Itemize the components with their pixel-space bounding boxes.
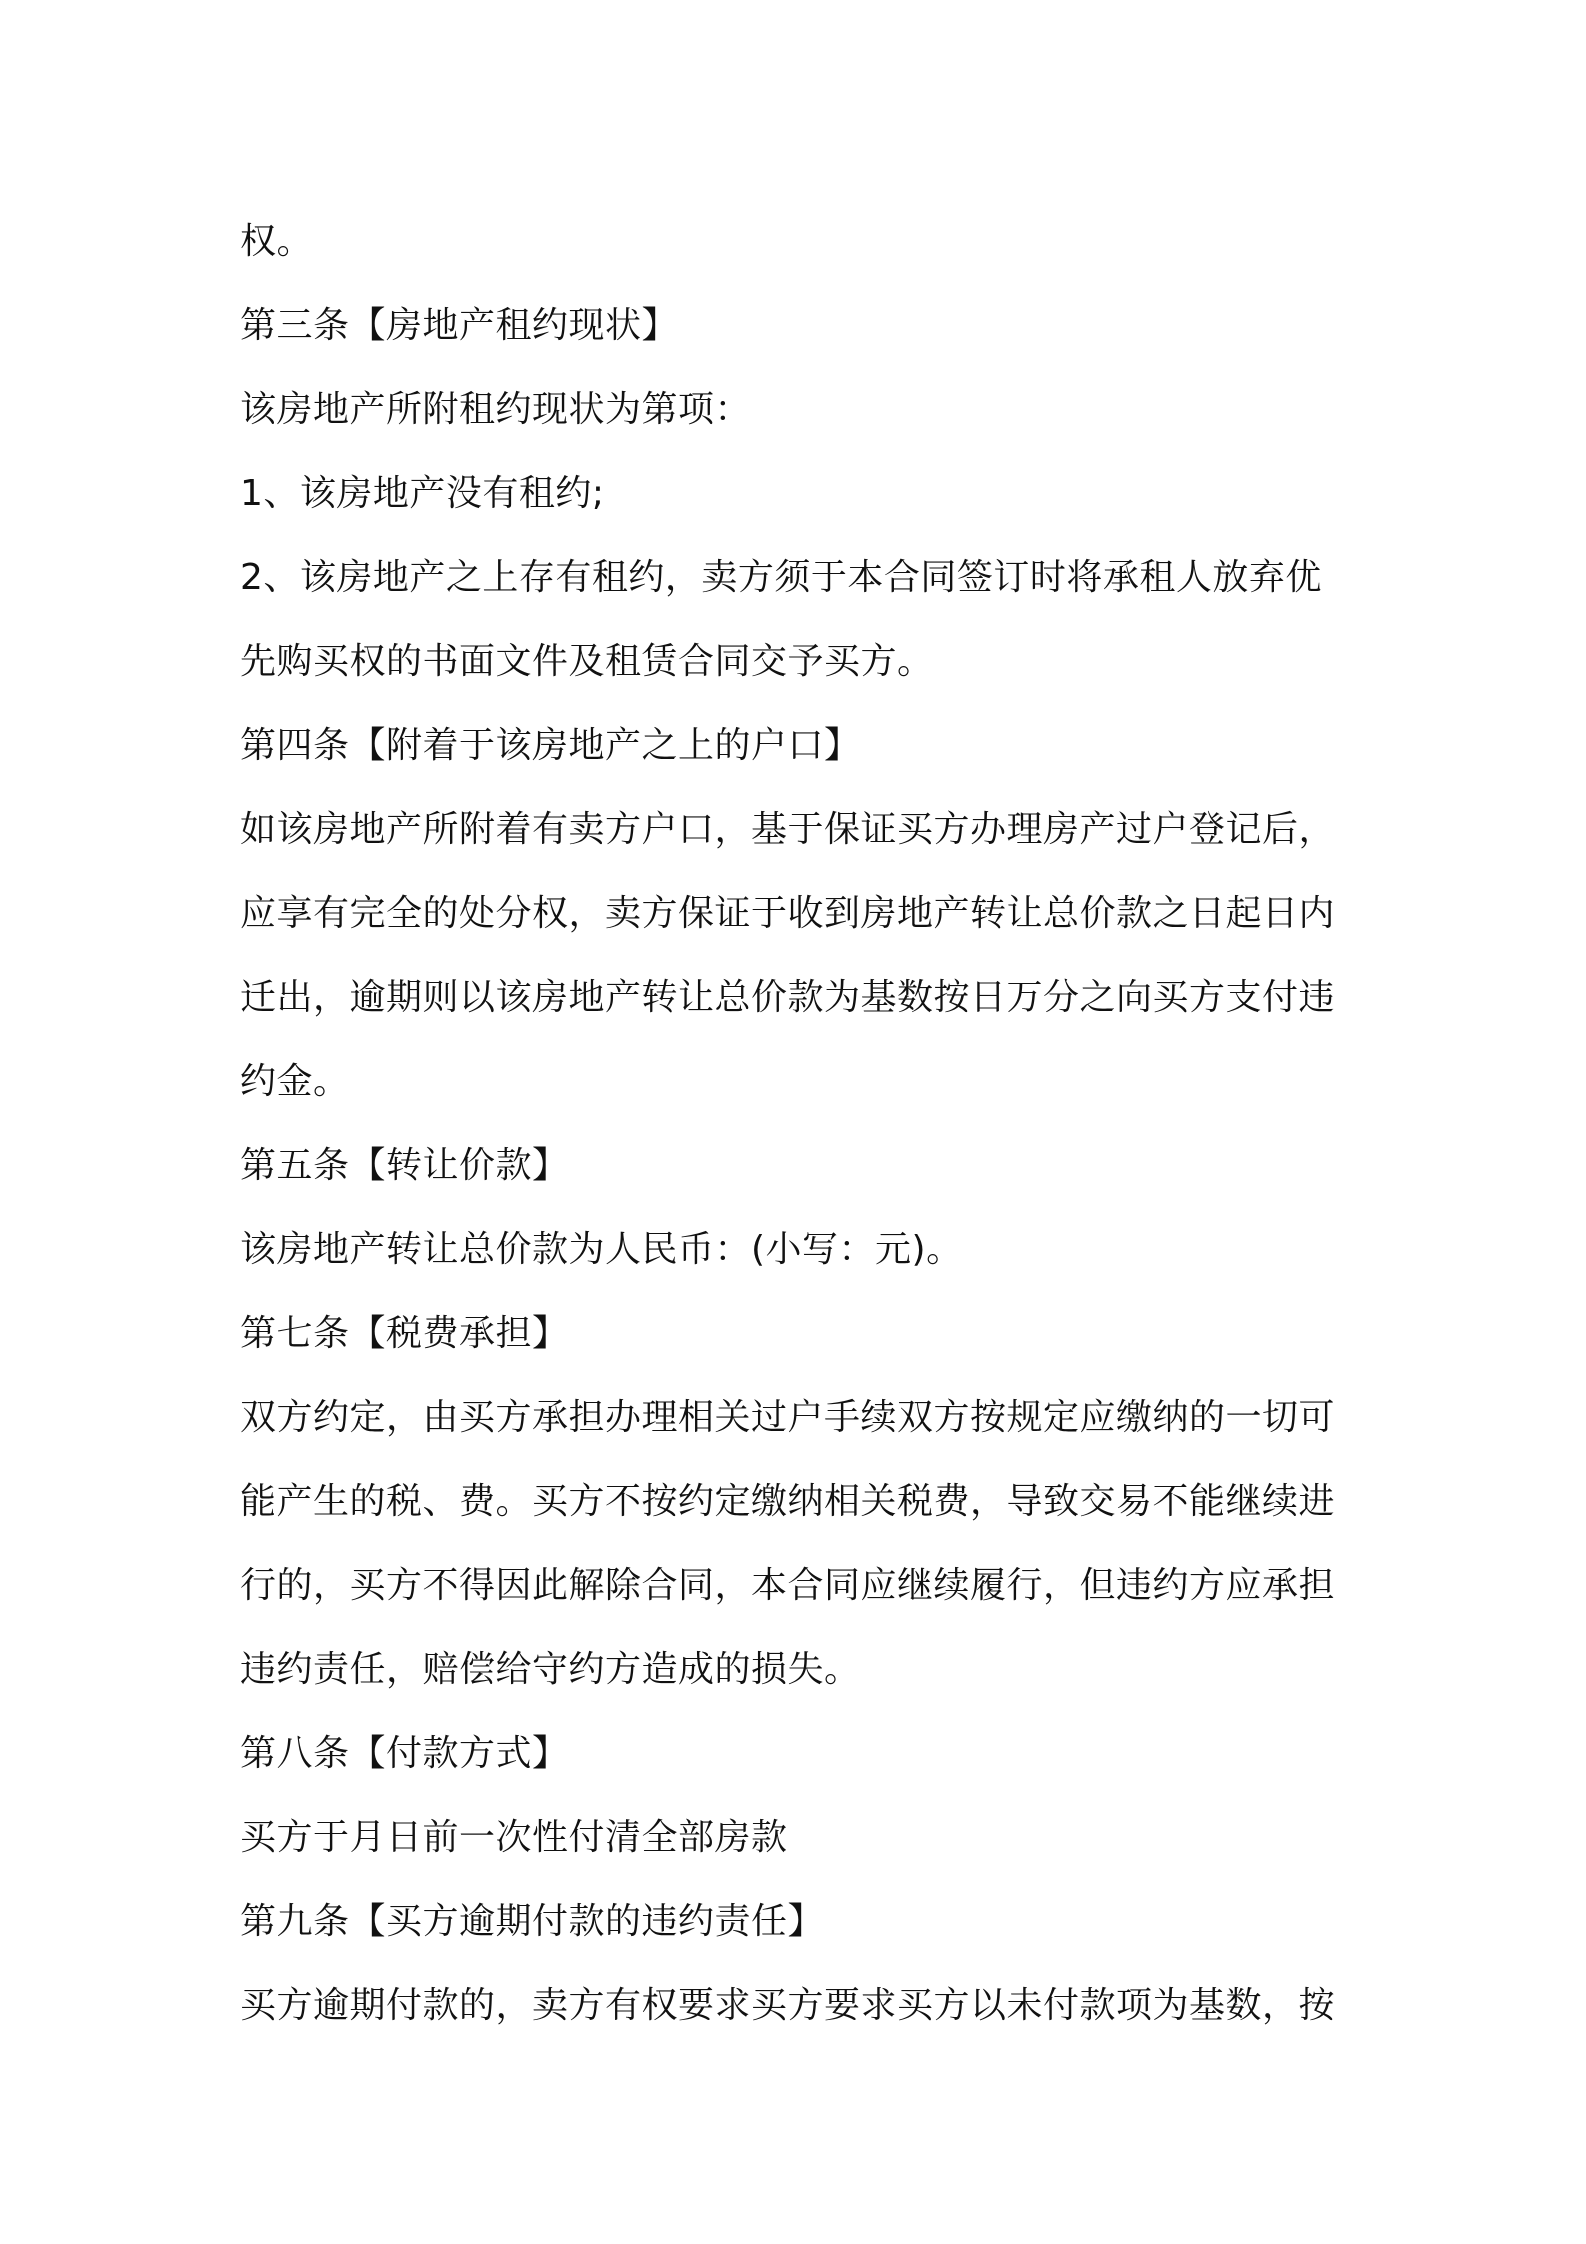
text-line: 先购买权的书面文件及租赁合同交予买方。: [240, 641, 934, 682]
text-line: 该房地产转让总价款为人民币：(小写：元)。: [240, 1229, 963, 1270]
text-line: 如该房地产所附着有卖方户口，基于保证买方办理房产过户登记后，: [240, 809, 1336, 850]
text-line: 违约责任，赔偿给守约方造成的损失。: [240, 1649, 861, 1690]
text-line: 约金。: [240, 1061, 350, 1102]
text-line: 双方约定，由买方承担办理相关过户手续双方按规定应缴纳的一切可: [240, 1397, 1336, 1438]
text-line: 行的，买方不得因此解除合同，本合同应继续履行，但违约方应承担: [240, 1565, 1336, 1606]
text-line: 买方于月日前一次性付清全部房款: [240, 1817, 788, 1858]
text-line: 迁出，逾期则以该房地产转让总价款为基数按日万分之向买方支付违: [240, 977, 1336, 1018]
article-heading: 第四条【附着于该房地产之上的户口】: [240, 725, 861, 766]
text-line: 能产生的税、费。买方不按约定缴纳相关税费，导致交易不能继续进: [240, 1481, 1336, 1522]
text-line: 权。: [240, 221, 314, 262]
document-body: [240, 200, 1360, 2048]
text-line: 买方逾期付款的，卖方有权要求买方要求买方以未付款项为基数，按: [240, 1985, 1336, 2026]
article-heading: 第八条【付款方式】: [240, 1733, 569, 1774]
article-heading: 第五条【转让价款】: [240, 1145, 569, 1186]
article-heading: 第七条【税费承担】: [240, 1313, 569, 1354]
text-line: 1、该房地产没有租约;: [240, 473, 605, 514]
article-heading: 第三条【房地产租约现状】: [240, 305, 679, 346]
text-line: 应享有完全的处分权，卖方保证于收到房地产转让总价款之日起日内: [240, 893, 1336, 934]
text-line: 该房地产所附租约现状为第项：: [240, 389, 752, 430]
text-line: 2、该房地产之上存有租约，卖方须于本合同签订时将承租人放弃优: [240, 557, 1322, 598]
article-heading: 第九条【买方逾期付款的违约责任】: [240, 1901, 825, 1942]
